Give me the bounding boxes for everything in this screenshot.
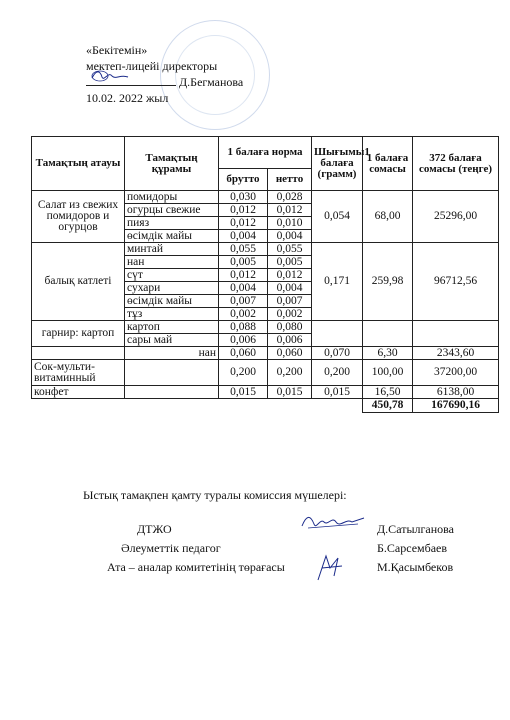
brutto: 0,012: [219, 217, 268, 230]
dish-output: 0,070: [312, 347, 363, 360]
member-role: ДТЖО: [137, 522, 172, 536]
empty-cell: [312, 321, 363, 347]
header-norm: 1 балаға норма: [219, 137, 312, 169]
netto: 0,010: [268, 217, 312, 230]
empty-cell: [268, 399, 312, 413]
dish-cost372: 37200,00: [413, 360, 499, 386]
member-role: Әлеуметтік педагог: [121, 541, 221, 555]
dish-output: 0,200: [312, 360, 363, 386]
netto: 0,002: [268, 308, 312, 321]
brutto: 0,005: [219, 256, 268, 269]
dish-output: 0,171: [312, 243, 363, 321]
brutto: 0,088: [219, 321, 268, 334]
dish-name: Салат из свежих помидоров и огурцов: [32, 191, 125, 243]
netto: 0,080: [268, 321, 312, 334]
netto: 0,060: [268, 347, 312, 360]
netto: 0,006: [268, 334, 312, 347]
dish-name: гарнир: картоп: [32, 321, 125, 347]
commission-title: Ыстық тамақпен қамту туралы комиссия мүшелері:: [83, 488, 347, 502]
dish-name: балық катлеті: [32, 243, 125, 321]
header-name: Тамақтың атауы: [32, 137, 125, 191]
empty-cell: [32, 347, 125, 360]
brutto: 0,030: [219, 191, 268, 204]
header-cost1: 1 балаға сомасы: [363, 137, 413, 191]
empty-cell: [363, 321, 413, 347]
ingredient: сухари: [125, 282, 219, 295]
member-name: М.Қасымбеков: [377, 560, 454, 574]
signature-scribble-icon: [298, 508, 368, 536]
netto: 0,004: [268, 282, 312, 295]
approval-signature-line: [86, 74, 243, 91]
signature-scribble-icon: [90, 68, 130, 84]
netto: 0,007: [268, 295, 312, 308]
dish-cost372: 96712,56: [413, 243, 499, 321]
header-netto: нетто: [268, 169, 312, 191]
member-role: Ата – аналар комитетінің төрағасы: [107, 560, 285, 574]
brutto: 0,055: [219, 243, 268, 256]
empty-cell: [312, 399, 363, 413]
member-name: Д.Сатылганова: [377, 522, 455, 536]
empty-cell: [125, 360, 219, 386]
approval-title: «Бекітемін»: [86, 43, 148, 57]
ingredient: картоп: [125, 321, 219, 334]
empty-cell: [125, 399, 219, 413]
empty-cell: [413, 321, 499, 347]
dish-cost1: 68,00: [363, 191, 413, 243]
ingredient: минтай: [125, 243, 219, 256]
member-name: Б.Сарсембаев: [377, 541, 448, 555]
dish-output: 0,015: [312, 386, 363, 399]
netto: 0,055: [268, 243, 312, 256]
approval-block: [86, 43, 243, 106]
brutto: 0,004: [219, 282, 268, 295]
dish-name: конфет: [32, 386, 125, 399]
dish-cost372: 25296,00: [413, 191, 499, 243]
empty-cell: [219, 399, 268, 413]
dish-name: Сок-мульти-витаминный: [32, 360, 125, 386]
dish-output: 0,054: [312, 191, 363, 243]
empty-cell: [125, 386, 219, 399]
ingredient: өсімдік майы: [125, 230, 219, 243]
ingredient: өсімдік майы: [125, 295, 219, 308]
total-cost372: 167690,16: [413, 399, 499, 413]
header-brutto: брутто: [219, 169, 268, 191]
brutto: 0,007: [219, 295, 268, 308]
brutto: 0,012: [219, 204, 268, 217]
ingredient: нан: [125, 256, 219, 269]
ingredient: огурцы свежие: [125, 204, 219, 217]
dish-cost1: 6,30: [363, 347, 413, 360]
signature-scribble-icon: [312, 550, 346, 584]
ingredient: нан: [125, 347, 219, 360]
netto: 0,200: [268, 360, 312, 386]
menu-table: [31, 136, 499, 413]
ingredient: тұз: [125, 308, 219, 321]
ingredient: пияз: [125, 217, 219, 230]
dish-cost1: 16,50: [363, 386, 413, 399]
dish-cost1: 100,00: [363, 360, 413, 386]
brutto: 0,012: [219, 269, 268, 282]
netto: 0,028: [268, 191, 312, 204]
netto: 0,012: [268, 269, 312, 282]
director-signature: [86, 74, 176, 86]
director-name: Д.Бегманова: [179, 75, 244, 89]
brutto: 0,060: [219, 347, 268, 360]
total-cost1: 450,78: [363, 399, 413, 413]
empty-cell: [32, 399, 125, 413]
brutto: 0,004: [219, 230, 268, 243]
netto: 0,005: [268, 256, 312, 269]
approval-position: мектеп-лицейі директоры: [86, 58, 218, 73]
header-output: Шығымы1 балаға (грамм): [312, 137, 363, 191]
netto: 0,004: [268, 230, 312, 243]
brutto: 0,006: [219, 334, 268, 347]
dish-cost1: 259,98: [363, 243, 413, 321]
ingredient: помидоры: [125, 191, 219, 204]
dish-cost372: 2343,60: [413, 347, 499, 360]
header-cost372: 372 балаға сомасы (теңге): [413, 137, 499, 191]
brutto: 0,200: [219, 360, 268, 386]
brutto: 0,002: [219, 308, 268, 321]
brutto: 0,015: [219, 386, 268, 399]
approval-date: 10.02. 2022 жыл: [86, 90, 169, 105]
netto: 0,012: [268, 204, 312, 217]
dish-cost372: 6138,00: [413, 386, 499, 399]
ingredient: сүт: [125, 269, 219, 282]
header-composition: Тамақтың құрамы: [125, 137, 219, 191]
ingredient: сары май: [125, 334, 219, 347]
netto: 0,015: [268, 386, 312, 399]
